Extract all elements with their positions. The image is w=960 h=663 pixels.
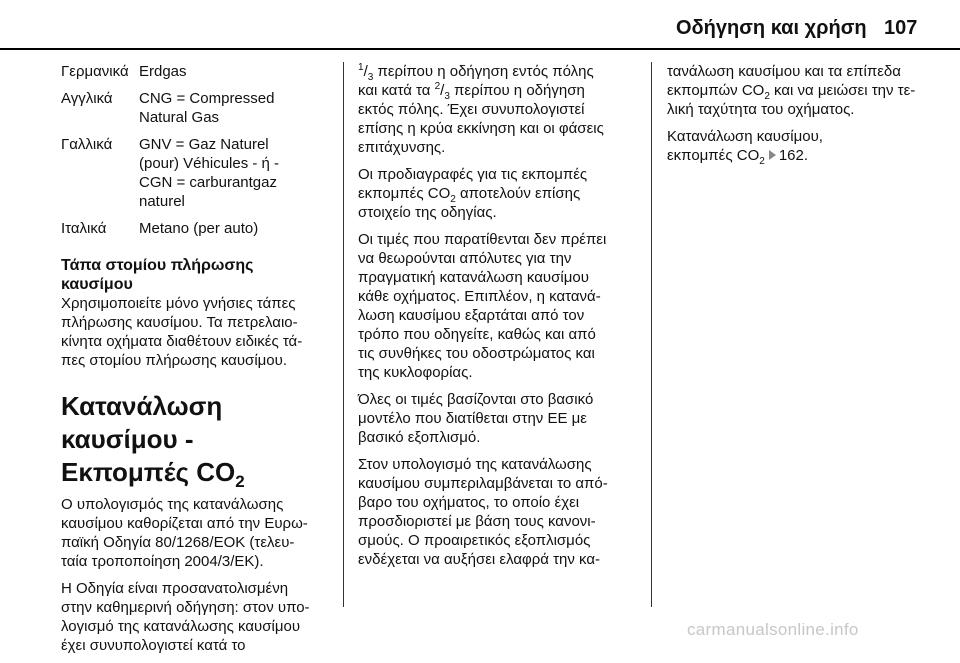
consumption-paragraph: Ο υπολογισμός της κατανάλωσης καυσίμου καθορίζεται από την Ευρω- παϊκή Οδηγία 80/1268/ΕΟΚ (τελευ- ταία τροποποίηση 2004/3/ΕΚ).: [61, 496, 308, 570]
table-row: [61, 219, 333, 238]
consumption-heading-line2: Εκπομπές CO: [61, 457, 236, 487]
language-name: Γαλλικά: [61, 136, 113, 153]
fraction-denominator: 3: [367, 72, 374, 83]
filler-cap-heading: Τάπα στομίου πλήρωσης καυσίμου: [61, 257, 254, 293]
paragraph-text: και να μειώσει την τε- λική ταχύτητα του οχήματος.: [667, 82, 916, 118]
page-number: 107: [884, 17, 918, 39]
paragraph-text: περίπου η οδήγηση εντός πόλης και κατά τα: [358, 63, 594, 99]
consumption-paragraph: Οι τιμές που παρατίθενται δεν πρέπει να θεωρούνται απόλυτες για την πραγματική κατανάλωση καυσίμου κάθε οχήματος. Επιπλέον, η κατανά- λωση καυσίμου εξαρτάται από τον τρόπο που οδηγείτε, καθώς και από τις συνθήκες του οδοστρώματος και της κυκλοφορίας.: [358, 231, 607, 381]
column-3: [667, 62, 937, 173]
language-name: Αγγλικά: [61, 90, 113, 107]
consumption-paragraph: Στον υπολογισμό της κατανάλωσης καυσίμου συμπεριλαμβάνεται το από- βαρο του οχήματος, το οποίο έχει προσδιοριστεί με βάση τους κανονι- σμούς. Ο προαιρετικός εξοπλισμός ενδέχεται να αυξήσει ελαφρά την κα-: [358, 456, 608, 568]
cross-reference-text: Κατανάλωση καυσίμου, εκπομπές CO: [667, 128, 823, 164]
fuel-name: Metano (per auto): [139, 220, 259, 237]
fraction-denominator: 3: [444, 91, 450, 102]
co2-subscript: 2: [759, 156, 765, 167]
paragraph-text: Οι προδιαγραφές για τις εκπομπές εκπομπές CO: [358, 166, 588, 202]
column-1: [61, 62, 333, 663]
header-title: Οδήγηση και χρήση: [676, 17, 867, 39]
co2-subscript: 2: [235, 472, 245, 492]
table-row: [61, 62, 333, 81]
fuel-name: CNG = Compressed Natural Gas: [139, 90, 275, 126]
fraction-numerator: 2: [434, 81, 441, 92]
column-divider: [651, 62, 652, 607]
co2-subscript: 2: [764, 91, 770, 102]
language-name: Γερμανικά: [61, 63, 129, 80]
co2-subscript: 2: [450, 194, 456, 205]
watermark: carmanualsonline.info: [687, 620, 859, 639]
consumption-heading: [61, 390, 333, 492]
paragraph-text: αποτελούν επίσης στοιχείο της οδηγίας.: [358, 185, 581, 221]
fuel-names-table: [61, 62, 333, 238]
language-name: Ιταλικά: [61, 220, 107, 237]
cross-reference-page[interactable]: 162.: [778, 147, 809, 164]
column-divider: [343, 62, 344, 607]
paragraph-text: περίπου η οδήγηση εκτός πόλης. Έχει συνυπολογιστεί επίσης η κρύα εκκίνηση και οι φάσεις επιτάχυνσης.: [358, 82, 604, 156]
table-row: [61, 135, 333, 211]
consumption-paragraph: Όλες οι τιμές βασίζονται στο βασικό μοντέλο που διατίθεται στην ΕΕ με βασικό εξοπλισμό.: [358, 391, 594, 446]
column-2: [358, 62, 633, 577]
arrow-icon: [769, 150, 776, 160]
consumption-paragraph: $^1/_3$ περίπου η οδήγηση εντός πόλης και κατά τα $^2/_3$ περίπου η οδήγηση εκτός πόλης. Έχει συνυπολογιστεί επίσης η κρύα εκκίνηση και οι φάσεις επιτάχυνσης.: [358, 62, 604, 156]
fuel-name: Erdgas: [139, 63, 187, 80]
consumption-heading-line1: Κατανάλωση καυσίμου -: [61, 391, 223, 454]
filler-cap-text: Χρησιμοποιείτε μόνο γνήσιες τάπες πλήρωσης καυσίμου. Τα πετρελαιο- κίνητα οχήματα διαθέτουν ειδικές τά- πες στομίου πλήρωσης καυσίμου.: [61, 295, 303, 369]
consumption-paragraph: [358, 165, 633, 222]
page-header: [0, 0, 960, 50]
fuel-name: GNV = Gaz Naturel (pour) Véhicules - ή - CGN = carburantgaz naturel: [139, 136, 280, 210]
header-rule: [0, 48, 960, 50]
fraction-numerator: 1: [358, 62, 364, 73]
consumption-paragraph: Η Οδηγία είναι προσανατολισμένη στην καθημερινή οδήγηση: στον υπο- λογισμό της κατανάλωσης καυσίμου έχει συνυπολογιστεί κατά το: [61, 580, 310, 654]
paragraph-text: τανάλωση καυσίμου και τα επίπεδα εκπομπών CO: [667, 63, 901, 99]
cross-reference: [667, 127, 937, 165]
consumption-paragraph: [667, 62, 937, 119]
table-row: [61, 89, 333, 127]
